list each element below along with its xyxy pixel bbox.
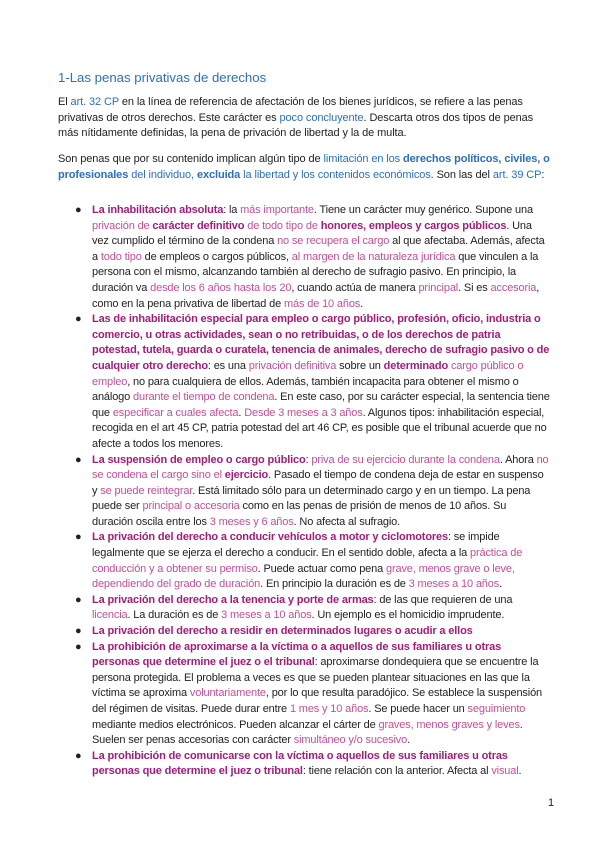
bullet-icon: ● [75,749,82,762]
text-run: . Suelen ser penas accesorias con carácter [92,718,523,747]
text-run: : [541,168,545,181]
text-run: al que afectaba. Además, afecta a [92,235,545,263]
highlighted-text: accesoria [490,281,537,294]
highlighted-text: art. 32 CP [70,96,119,108]
definition-paragraph [58,152,550,183]
highlighted-text: del individuo, [128,168,197,181]
bullet-icon: ● [75,531,82,544]
highlighted-text: Las de inhabilitación especial para empleo o cargo público, profesión, oficio, industria o comercio, u otras actividades, sean o no retribuidas, o de los derechos de patria potestad, tutela, guarda o curatela, tenencia de animales, derecho de sufragio pasivo o de cualquier otro derecho [92,313,550,372]
list-item-privacion-armas [75,593,550,624]
highlighted-text: La prohibición de comunicarse con la víctima o aquellos de sus familiares u otras personas que determine el juez o tribunal [92,749,508,778]
highlighted-text: licencia [92,609,128,622]
penalties-list [75,203,550,780]
text-run: . Tiene un carácter muy genérico. Supone una [313,204,533,216]
highlighted-text: principal [418,281,459,294]
list-item-text [92,750,521,778]
highlighted-text: simultáneo y/o sucesivo [293,734,408,747]
page-number: 1 [548,797,555,809]
highlighted-text: poco concluyente [279,111,364,124]
highlighted-text: La prohibición de aproximarse a la víctima o a aquellos de sus familiares u otras personas que determine el juez o el tribunal [92,640,502,669]
highlighted-text: 1 mes y 10 años [289,703,369,715]
text-run: : tiene relación con la anterior. Afecta al [302,765,492,778]
highlighted-text: grave, menos grave o leve, dependiendo del grado de duración [92,562,515,591]
highlighted-text: limitación en los [323,153,404,165]
intro-paragraph [58,95,550,142]
text-run: sobre un [336,359,384,372]
list-item-prohibicion-aproximarse [75,640,550,749]
text-run: , cuando actúa de manera [291,281,419,294]
highlighted-text: priva de su ejercicio durante la condena [311,453,500,466]
list-item-suspension-empleo [75,453,550,531]
text-run: de empleos o cargos públicos, [141,250,292,263]
highlighted-text: práctica de conducción y a obtener su permiso [92,547,523,575]
highlighted-text: Desde 3 meses a 3 años [244,406,363,419]
text-run: , no para cualquiera de ellos. Además, también incapacita para obtener el mismo o análogo [92,375,519,404]
text-run: , por lo que resulta paradójico. Se establece la suspensión del régimen de visitas. Puede durar entre [92,687,543,715]
highlighted-text: La privación del derecho a residir en determinados lugares o acudir a ellos [92,625,473,638]
highlighted-text: durante el tiempo de condena [133,391,275,404]
list-item-text [92,313,550,450]
highlighted-text: privación definitiva [248,359,337,372]
text-run: que vinculen a la persona con el mismo, alcanzando también al derecho de sufragio pasivo. En principio, la duración va [92,250,539,294]
highlighted-text: 3 meses a 10 años [221,609,312,622]
text-run: . Son las del [430,168,493,181]
text-run: . Algunos tipos: inhabilitación especial, recogida en el art 45 CP, patria potestad del art 46 CP, es posible que el tribunal acuerde que no afecte a todos los menores. [92,406,547,450]
list-item-inhabilitacion-especial [75,312,550,452]
highlighted-text: no se condena el cargo sino el [92,453,549,482]
text-run: mediante medios electrónicos. Pueden alcanzar el cárter de [92,718,379,731]
text-run: . La duración es de [127,609,222,622]
highlighted-text: seguimiento [467,703,526,715]
text-run: : la [223,204,241,216]
text-run: . Se puede hacer un [368,703,468,715]
section-heading: 1-Las penas privativas de derechos [58,70,267,85]
list-item-text [92,531,522,590]
highlighted-text: más de 10 años [283,297,361,310]
highlighted-text: más importante [240,204,314,216]
text-run: El [58,96,71,108]
list-item-text [92,641,542,747]
highlighted-text: honores, empleos y cargos públicos [320,219,507,232]
text-run: en la línea de referencia de afectación de los bienes jurídicos, se refiere a las penas privativas de otros derechos. Este carácter es [58,96,523,124]
highlighted-text: derechos políticos, civiles, o profesionales [58,153,550,181]
text-run: . Una vez cumplido el término de la condena [92,219,532,248]
text-run: , como en la pena privativa de libertad de [92,281,540,310]
text-run: Son penas que por su contenido implican algún tipo de [58,153,324,165]
list-item-text [92,454,549,528]
highlighted-text: de todo tipo de [244,219,321,232]
list-item-privacion-residir [75,624,550,640]
text-run: . [407,734,410,747]
highlighted-text: privación de [92,219,153,232]
highlighted-text: desde los 6 años hasta los 20 [150,281,292,294]
text-run: . Un ejemplo es el homicidio imprudente. [311,609,505,622]
text-run: . Descarta otros dos tipos de penas más nítidamente definidas, la pena de privación de libertad y la de multa. [58,111,534,140]
text-run: . Pasado el tiempo de condena deja de estar en suspenso y [92,469,544,497]
text-run: : de las que requieren de una [373,593,513,606]
highlighted-text: 3 meses a 10 años [408,578,500,591]
text-run: . [360,297,364,310]
list-item-prohibicion-comunicarse [75,749,550,780]
highlighted-text: La inhabilitación absoluta [92,204,224,216]
list-item-inhabilitacion-absoluta [75,203,550,312]
bullet-icon: ● [75,593,82,606]
text-run: . [518,765,522,778]
bullet-icon: ● [75,204,82,216]
highlighted-text: voluntariamente [189,687,266,700]
text-run: : se impide legalmente que se ejerza el derecho a conducir. En el sentido doble, afecta a la [92,531,500,560]
highlighted-text: cargo público o empleo [92,359,524,388]
highlighted-text: se puede reintegrar [100,484,193,497]
text-run: . [238,406,245,419]
highlighted-text: graves, menos graves y leves [378,718,520,731]
highlighted-text: La suspensión de empleo o cargo público [92,453,306,466]
highlighted-text: principal o accesoria [142,500,240,513]
highlighted-text: especificar a cuales afecta [112,406,239,419]
list-item-text [92,594,512,622]
text-run: : [305,453,312,466]
highlighted-text: al margen de la naturaleza jurídica [291,250,456,263]
highlighted-text: visual [491,765,519,778]
text-run: . Si es [458,281,491,294]
bullet-icon: ● [75,625,82,638]
text-run: . Ahora [499,453,537,466]
list-item-text [92,204,545,310]
highlighted-text: carácter definitivo [152,219,245,232]
bullet-icon: ● [75,313,82,326]
text-run: como en las penas de prisión de menos de 10 años. Su duración oscila entre los [92,500,507,528]
text-run: : es una [207,359,249,372]
text-run: . Está limitado sólo para un determinado cargo y en un tiempo. La pena puede ser [92,484,531,513]
text-run: . [499,578,502,591]
highlighted-text: determinado [383,359,449,372]
text-run: . En este caso, por su carácter especial, la sentencia tiene que [92,391,550,419]
highlighted-text: excluida [196,168,241,181]
text-run: : aproximarse dondequiera que se encuentre la persona protegida. El problema a veces es que se pueden plantear situaciones en las que la víctima se aproxima [92,656,539,700]
list-item-text [92,625,473,637]
text-run: . En principio la duración es de [260,578,409,591]
highlighted-text: art. 39 CP [492,168,542,181]
highlighted-text: La privación del derecho a la tenencia y porte de armas [92,593,374,606]
list-item-privacion-conducir [75,530,550,592]
highlighted-text: 3 meses y 6 años [209,515,294,528]
text-run: . Puede actuar como pena [257,562,386,575]
highlighted-text: todo tipo [100,250,142,263]
bullet-icon: ● [75,453,82,466]
highlighted-text: la libertad y los contenidos económicos [240,168,431,181]
text-run: . No afecta al sufragio. [293,515,401,528]
bullet-icon: ● [75,640,82,653]
highlighted-text: no se recupera el cargo [277,235,390,248]
highlighted-text: ejercicio [224,469,269,482]
highlighted-text: La privación del derecho a conducir vehículos a motor y ciclomotores [92,531,448,544]
